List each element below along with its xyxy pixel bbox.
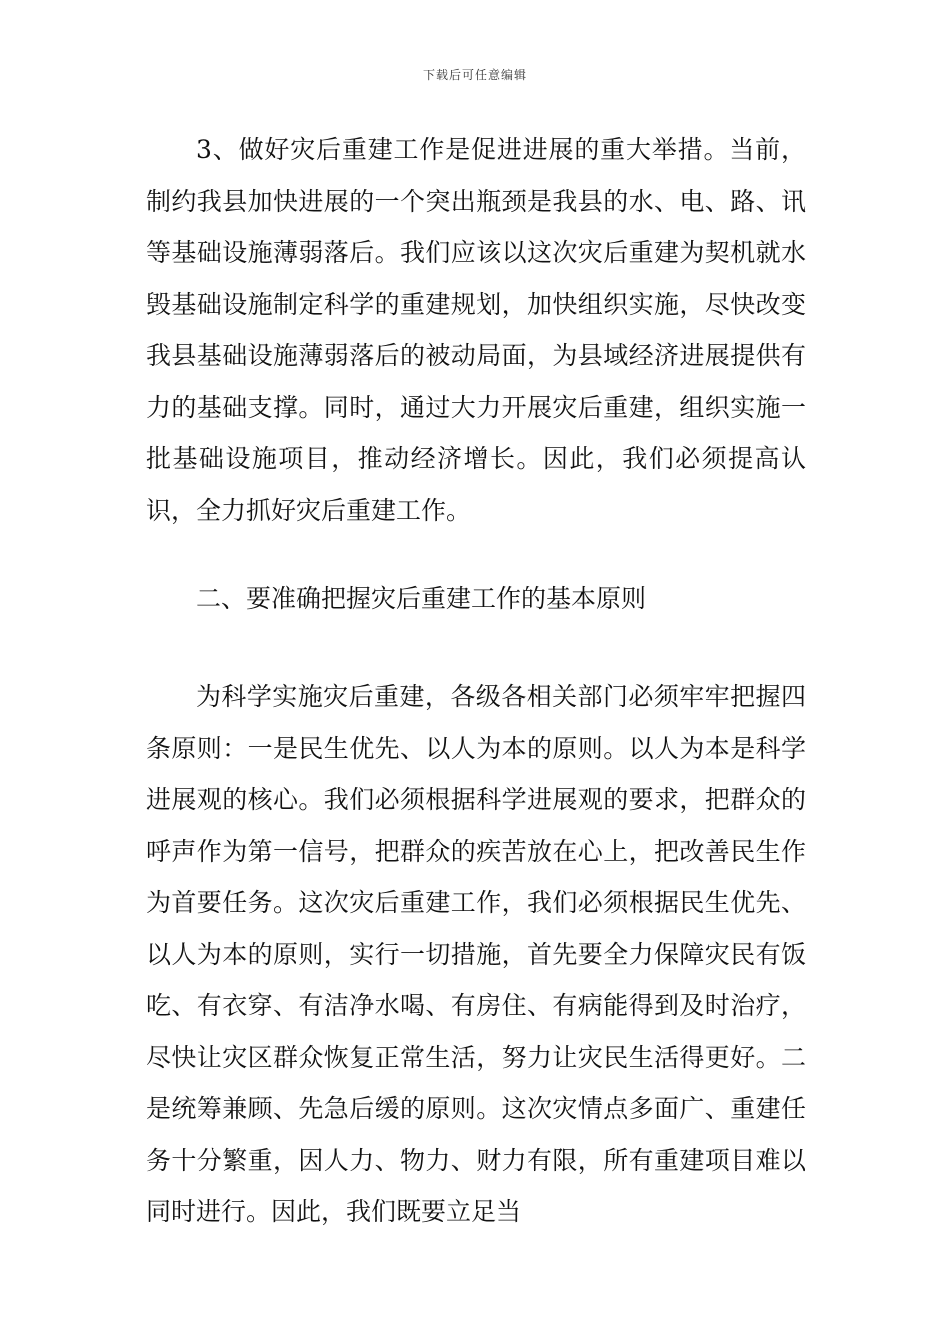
paragraph-reconstruction-importance: 3、做好灾后重建工作是促进进展的重大举措。当前，制约我县加快进展的一个突出瓶颈是我县的水、电、路、讯等基础设施薄弱落后。我们应该以这次灾后重建为契机就水毁基础设施制定科学的重建规划，加快组织实施，尽快改变我县基础设施薄弱落后的被动局面，为县域经济进展提供有力的基础支撑。同时，通过大力开展灾后重建，组织实施一批基础设施项目，推动经济增长。因此，我们必须提高认识，全力抓好灾后重建工作。	[146, 135, 806, 525]
section-heading-basic-principles: 二、要准确把握灾后重建工作的基本原则	[196, 584, 647, 613]
page-header: 下载后可任意编辑	[422, 68, 527, 82]
paragraph-four-principles: 为科学实施灾后重建，各级各相关部门必须牢牢把握四条原则：一是民生优先、以人为本的原则。以人为本是科学进展观的核心。我们必须根据科学进展观的要求，把群众的呼声作为第一信号，把群众的疾苦放在心上，把改善民生作为首要任务。这次灾后重建工作，我们必须根据民生优先、以人为本的原则，实行一切措施，首先要全力保障灾民有饭吃、有衣穿、有洁净水喝、有房住、有病能得到及时治疗，尽快让灾区群众恢复正常生活，努力让灾民生活得更好。二是统筹兼顾、先急后缓的原则。这次灾情点多面广、重建任务十分繁重，因人力、物力、财力有限，所有重建项目难以同时进行。因此，我们既要立足当	[146, 682, 806, 1226]
